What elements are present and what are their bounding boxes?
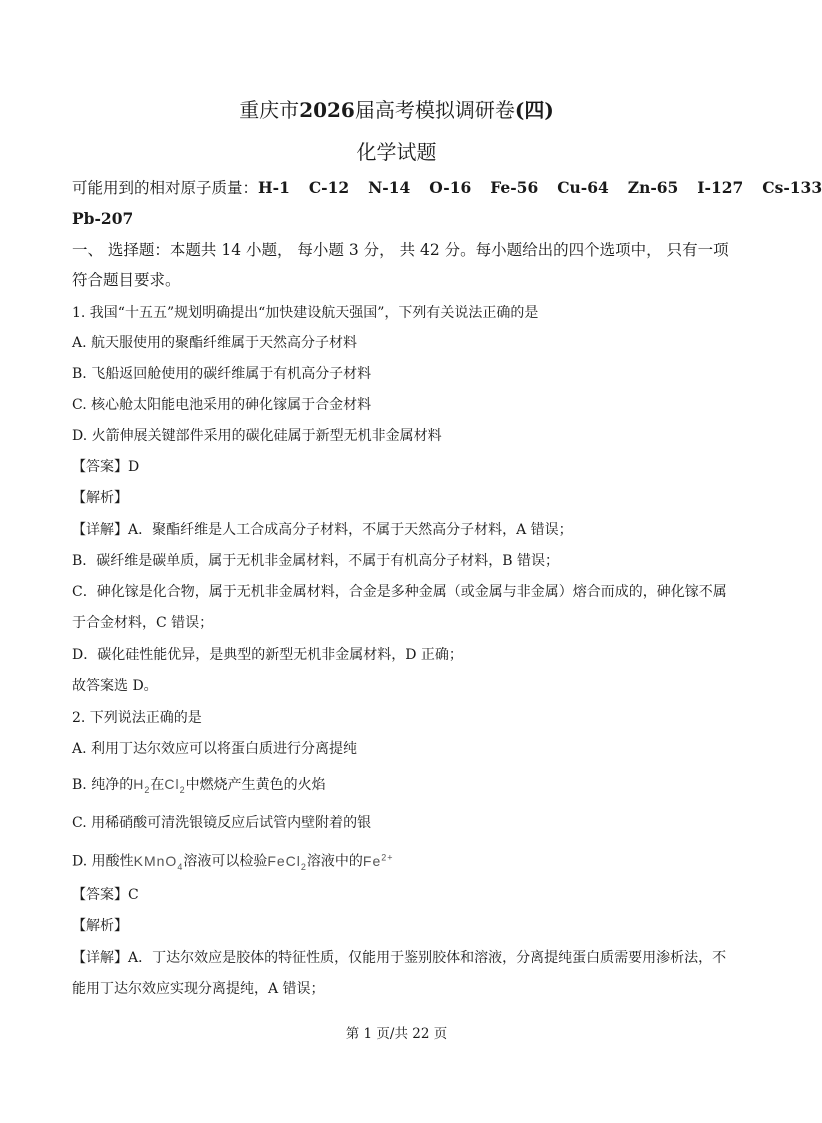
atomic-mass-overflow: Pb-207 xyxy=(72,209,134,228)
title-prefix: 重庆市 xyxy=(239,98,300,122)
chem-symbol: H xyxy=(133,776,145,792)
chem-symbol: FeCl xyxy=(267,852,301,869)
question-2-detail: 能用丁达尔效应实现分离提纯，A 错误； xyxy=(72,981,325,997)
page-subtitle: 化学试题 xyxy=(356,140,437,164)
question-2-option-c: C. 用稀硝酸可清洗银镜反应后试管内壁附着的银 xyxy=(72,815,372,831)
option-text: 溶液中的 xyxy=(306,853,363,870)
atomic-mass-item: I-127 xyxy=(697,178,744,197)
question-1-detail: B．碳纤维是碳单质，属于无机非金属材料，不属于有机高分子材料，B 错误； xyxy=(72,553,560,569)
option-text: 中燃烧产生黄色的火焰 xyxy=(185,777,326,793)
question-1-detail: 于合金材料，C 错误； xyxy=(72,615,214,631)
chem-symbol: Cl xyxy=(164,776,180,792)
atomic-mass-item: Zn-65 xyxy=(627,178,679,197)
atomic-mass-line xyxy=(72,176,822,200)
question-1-analysis: 【解析】 xyxy=(72,490,128,506)
chem-symbol: KMnO xyxy=(133,852,178,869)
chem-subscript: 2 xyxy=(144,784,151,795)
question-1-detail: 【详解】A．聚酯纤维是人工合成高分子材料，不属于天然高分子材料，A 错误； xyxy=(72,522,573,538)
chem-superscript: 2+ xyxy=(381,852,394,862)
question-1-option-d: D. 火箭伸展关键部件采用的碳化硅属于新型无机非金属材料 xyxy=(72,428,442,444)
chem-subscript: 2 xyxy=(179,784,186,795)
question-2-option-a: A. 利用丁达尔效应可以将蛋白质进行分离提纯 xyxy=(72,741,358,757)
section-heading-cont: 符合题目要求。 xyxy=(72,271,181,289)
option-text: D. 用酸性 xyxy=(72,853,134,870)
question-2-answer: 【答案】C xyxy=(72,887,139,903)
title-paren: (四) xyxy=(514,98,554,122)
question-1-option-b: B. 飞船返回舱使用的碳纤维属于有机高分子材料 xyxy=(72,366,372,382)
atomic-mass-item: H-1 xyxy=(258,178,290,197)
chem-formula xyxy=(133,852,184,872)
option-text: 在 xyxy=(150,777,165,793)
question-2-stem: 2. 下列说法正确的是 xyxy=(72,710,202,726)
atomic-mass-label: 可能用到的相对原子质量： xyxy=(72,179,259,197)
chem-symbol: Fe xyxy=(362,852,382,869)
atomic-mass-item: Cs-133 xyxy=(762,178,822,197)
atomic-mass-item: C-12 xyxy=(308,178,350,197)
question-1-detail: 故答案选 D。 xyxy=(72,678,158,694)
chem-subscript: 4 xyxy=(177,861,184,872)
question-1-answer: 【答案】D xyxy=(72,459,140,475)
question-1-detail: C．砷化镓是化合物，属于无机非金属材料，合金是多种金属（或金属与非金属）熔合而成的，砷化镓不属 xyxy=(72,584,727,600)
atomic-mass-item: O-16 xyxy=(429,178,472,197)
title-year: 2026 xyxy=(299,98,355,122)
page-footer: 第 1 页/共 22 页 xyxy=(345,1026,448,1042)
atomic-mass-item: N-14 xyxy=(368,178,411,197)
question-2-analysis: 【解析】 xyxy=(72,918,128,934)
question-1-option-c: C. 核心舱太阳能电池采用的砷化镓属于合金材料 xyxy=(72,397,372,413)
question-2-option-d xyxy=(72,846,732,877)
question-2-detail: 【详解】A．丁达尔效应是胶体的特征性质，仅能用于鉴别胶体和溶液，分离提纯蛋白质需要用渗析法，不 xyxy=(72,950,727,966)
atomic-mass-item: Cu-64 xyxy=(557,178,609,197)
chem-formula xyxy=(133,776,151,795)
question-1-detail: D．碳化硅性能优异，是典型的新型无机非金属材料，D 正确； xyxy=(72,647,463,663)
section-heading: 一、 选择题：本题共 14 小题， 每小题 3 分， 共 42 分。每小题给出的四个选项中， 只有一项 xyxy=(72,241,729,259)
question-2-option-b xyxy=(72,773,732,801)
title-suffix: 届高考模拟调研卷 xyxy=(354,98,515,122)
option-text: 溶液可以检验 xyxy=(183,853,268,870)
question-1-stem: 1. 我国“十五五”规划明确提出“加快建设航天强国”，下列有关说法正确的是 xyxy=(72,305,539,321)
question-1-option-a: A. 航天服使用的聚酯纤维属于天然高分子材料 xyxy=(72,335,358,351)
page-title xyxy=(0,94,793,126)
chem-formula xyxy=(267,852,307,872)
chem-formula xyxy=(164,776,186,795)
option-text: B. 纯净的 xyxy=(72,777,134,793)
chem-subscript: 2 xyxy=(300,861,307,872)
chem-formula xyxy=(363,853,394,869)
atomic-mass-item: Fe-56 xyxy=(490,178,539,197)
